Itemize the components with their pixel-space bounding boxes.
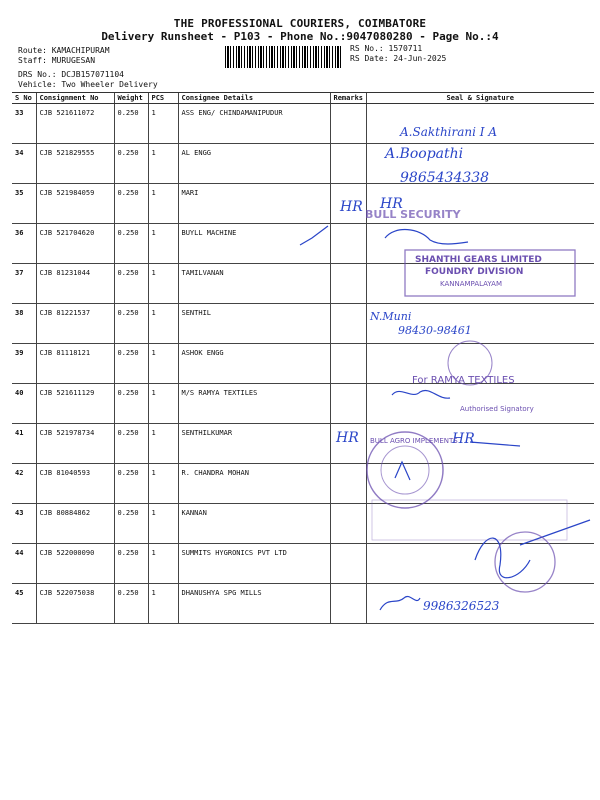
consignee-cell: SENTHILKUMAR bbox=[178, 424, 330, 464]
consignment-cell: CJB 81221537 bbox=[36, 304, 114, 344]
consignee-cell: AL ENGG bbox=[178, 144, 330, 184]
rs-date-label: RS Date: 24-Jun-2025 bbox=[350, 54, 447, 63]
sno-cell: 34 bbox=[12, 144, 36, 184]
rubber-stamps bbox=[365, 208, 575, 592]
weight-cell: 0.250 bbox=[114, 224, 148, 264]
consignment-cell: CJB 522075038 bbox=[36, 584, 114, 624]
weight-cell: 0.250 bbox=[114, 264, 148, 304]
sno-cell: 45 bbox=[12, 584, 36, 624]
signature-45-phone: 9986326523 bbox=[423, 599, 500, 613]
route-label: Route: KAMACHIPURAM bbox=[18, 46, 110, 55]
sno-cell: 44 bbox=[12, 544, 36, 584]
runsheet-subtitle: Delivery Runsheet - P103 - Phone No.:9047080280 - Page No.:4 bbox=[101, 30, 499, 43]
pcs-cell: 1 bbox=[148, 544, 178, 584]
weight-cell: 0.250 bbox=[114, 384, 148, 424]
sno-cell: 42 bbox=[12, 464, 36, 504]
signature-38-phone: 98430-98461 bbox=[398, 324, 472, 337]
rs-no-label: RS No.: 1570711 bbox=[350, 44, 423, 53]
weight-cell: 0.250 bbox=[114, 424, 148, 464]
consignee-cell: SENTHIL bbox=[178, 304, 330, 344]
consignment-cell: CJB 521611072 bbox=[36, 104, 114, 144]
consignee-cell: ASHOK ENGG bbox=[178, 344, 330, 384]
stamp-ramya: For RAMYA TEXTILES bbox=[412, 375, 515, 386]
weight-cell: 0.250 bbox=[114, 544, 148, 584]
sno-cell: 41 bbox=[12, 424, 36, 464]
weight-cell: 0.250 bbox=[114, 184, 148, 224]
signature-34-name: A.Boopathi bbox=[385, 146, 464, 162]
pcs-cell: 1 bbox=[148, 424, 178, 464]
sno-cell: 38 bbox=[12, 304, 36, 344]
pcs-cell: 1 bbox=[148, 584, 178, 624]
stamp-bull-security: BULL SECURITY bbox=[365, 208, 461, 221]
sno-cell: 43 bbox=[12, 504, 36, 544]
weight-cell: 0.250 bbox=[114, 344, 148, 384]
weight-cell: 0.250 bbox=[114, 584, 148, 624]
stamp-shanthi-name: SHANTHI GEARS LIMITED bbox=[415, 255, 542, 265]
sno-cell: 35 bbox=[12, 184, 36, 224]
pcs-cell: 1 bbox=[148, 264, 178, 304]
pcs-cell: 1 bbox=[148, 464, 178, 504]
vehicle-label: Vehicle: Two Wheeler Delivery bbox=[18, 80, 158, 89]
pcs-cell: 1 bbox=[148, 344, 178, 384]
col-pcs: PCS bbox=[148, 93, 178, 104]
weight-cell: 0.250 bbox=[114, 104, 148, 144]
consignment-cell: CJB 521978734 bbox=[36, 424, 114, 464]
consignee-cell: ASS ENG/ CHINDAMANIPUDUR bbox=[178, 104, 330, 144]
consignment-cell: CJB 521704620 bbox=[36, 224, 114, 264]
signature-hr-35: HR bbox=[380, 196, 403, 212]
pcs-cell: 1 bbox=[148, 104, 178, 144]
consignee-cell: R. CHANDRA MOHAN bbox=[178, 464, 330, 504]
sno-cell: 37 bbox=[12, 264, 36, 304]
signature-33: A.Sakthirani I A bbox=[400, 125, 498, 139]
consignment-cell: CJB 522000090 bbox=[36, 544, 114, 584]
col-remarks: Remarks bbox=[330, 93, 366, 104]
consignment-cell: CJB 80884862 bbox=[36, 504, 114, 544]
signature-38-name: N.Muni bbox=[370, 310, 412, 323]
signature-34-phone: 9865434338 bbox=[400, 170, 490, 186]
consignee-cell: MARI bbox=[178, 184, 330, 224]
sno-cell: 39 bbox=[12, 344, 36, 384]
signature-hr-41: HR bbox=[452, 431, 475, 447]
weight-cell: 0.250 bbox=[114, 464, 148, 504]
sno-cell: 40 bbox=[12, 384, 36, 424]
weight-cell: 0.250 bbox=[114, 304, 148, 344]
pcs-cell: 1 bbox=[148, 504, 178, 544]
pcs-cell: 1 bbox=[148, 184, 178, 224]
weight-cell: 0.250 bbox=[114, 144, 148, 184]
col-sno: S No bbox=[12, 93, 36, 104]
remark-hr-41: HR bbox=[336, 430, 359, 446]
consignment-cell: CJB 81118121 bbox=[36, 344, 114, 384]
consignee-cell: DHANUSHYA SPG MILLS bbox=[178, 584, 330, 624]
consignment-cell: CJB 521611129 bbox=[36, 384, 114, 424]
pcs-cell: 1 bbox=[148, 304, 178, 344]
stamp-authorised: Authorised Signatory bbox=[460, 405, 534, 413]
weight-cell: 0.250 bbox=[114, 504, 148, 544]
stamp-bull-agro: BULL AGRO IMPLEMENTS bbox=[370, 437, 458, 445]
consignment-cell: CJB 521984059 bbox=[36, 184, 114, 224]
company-title: THE PROFESSIONAL COURIERS, COIMBATORE bbox=[173, 17, 427, 30]
col-seal-signature: Seal & Signature bbox=[366, 93, 594, 104]
consignee-cell: KANNAN bbox=[178, 504, 330, 544]
consignee-cell: SUMMITS HYGRONICS PVT LTD bbox=[178, 544, 330, 584]
pcs-cell: 1 bbox=[148, 144, 178, 184]
col-consignee: Consignee Details bbox=[178, 93, 330, 104]
remark-hr-35: HR bbox=[340, 199, 363, 215]
consignment-cell: CJB 81040593 bbox=[36, 464, 114, 504]
sno-cell: 33 bbox=[12, 104, 36, 144]
stamp-shanthi-division: FOUNDRY DIVISION bbox=[425, 267, 524, 277]
consignee-cell: BUYLL MACHINE bbox=[178, 224, 330, 264]
col-consignment: Consignment No bbox=[36, 93, 114, 104]
consignee-cell: M/S RAMYA TEXTILES bbox=[178, 384, 330, 424]
staff-label: Staff: MURUGESAN bbox=[18, 56, 96, 65]
drs-label: DRS No.: DCJB157071104 bbox=[18, 70, 124, 79]
pcs-cell: 1 bbox=[148, 224, 178, 264]
col-weight: Weight bbox=[114, 93, 148, 104]
stamp-shanthi-place: KANNAMPALAYAM bbox=[440, 280, 502, 288]
sno-cell: 36 bbox=[12, 224, 36, 264]
pcs-cell: 1 bbox=[148, 384, 178, 424]
consignment-cell: CJB 81231044 bbox=[36, 264, 114, 304]
consignment-cell: CJB 521829555 bbox=[36, 144, 114, 184]
consignee-cell: TAMILVANAN bbox=[178, 264, 330, 304]
